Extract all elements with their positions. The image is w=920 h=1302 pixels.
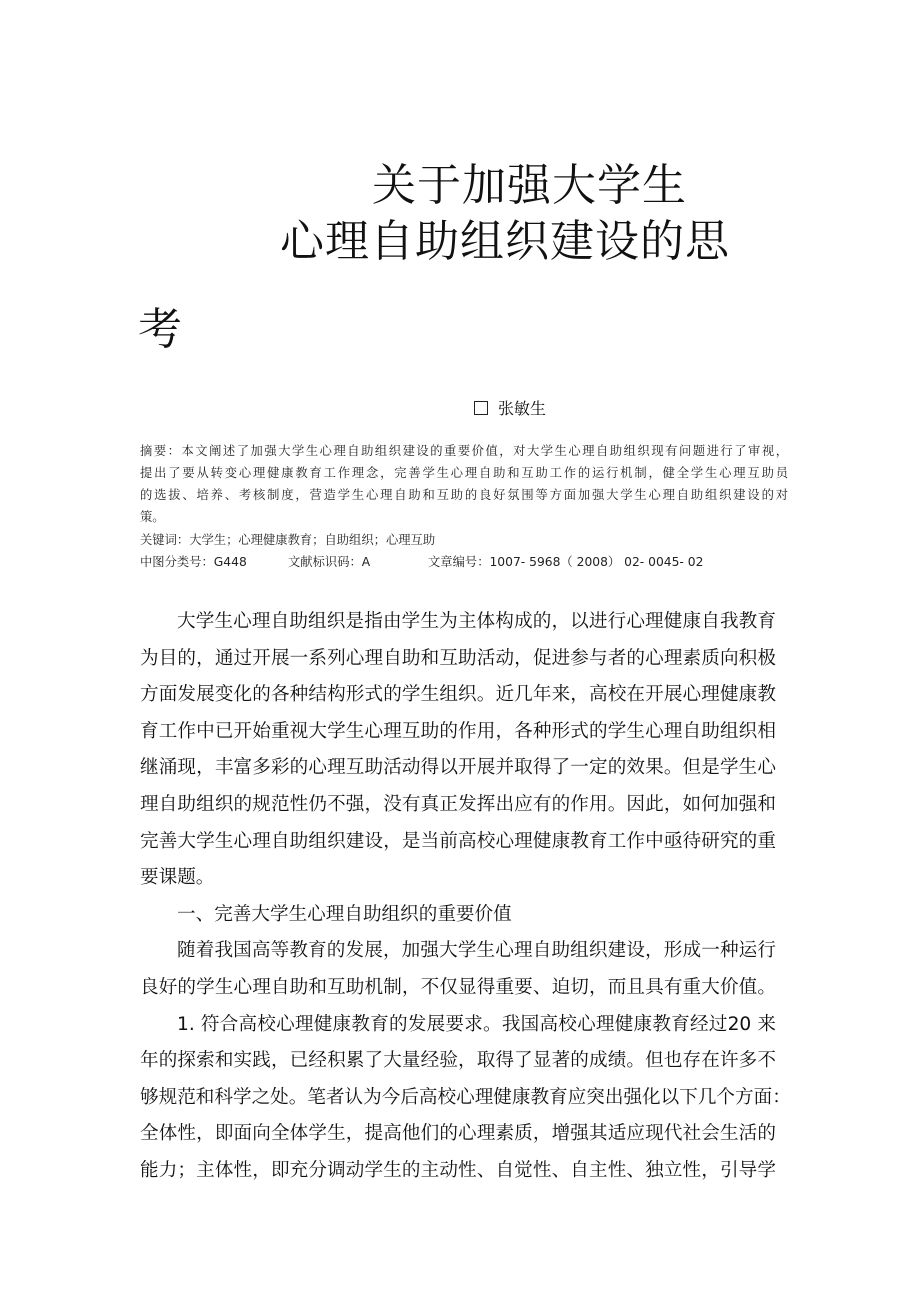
body-line: 能力；主体性，即充分调动学生的主动性、自觉性、自主性、独立性，引导学 [140,1159,776,1181]
abstract [140,440,788,528]
title-line-3: 考 [138,304,183,355]
clc-number: 中图分类号：G448 [140,555,247,569]
body-line: 够规范和科学之处。笔者认为今后高校心理健康教育应突出强化以下几个方面： [140,1086,791,1108]
abstract-line: 摘要：本文阐述了加强大学生心理自助组织建设的重要价值，对大学生心理自助组织现有问题进行了审视， [140,444,788,458]
document-code: 文献标识码：A [288,555,371,569]
body-line: 1. 符合高校心理健康教育的发展要求。我国高校心理健康教育经过20 来 [177,1013,776,1035]
title-line-2: 心理自助组织建设的思 [280,216,730,267]
body-line: 良好的学生心理自助和互助机制，不仅显得重要、迫切，而且具有重大价值。 [140,976,776,998]
section-heading: 一、完善大学生心理自助组织的重要价值 [177,903,512,925]
body-line: 理自助组织的规范性仍不强，没有真正发挥出应有的作用。因此，如何加强和 [140,793,776,815]
body-line: 要课题。 [140,867,215,889]
author-name: 张敏生 [498,399,547,418]
body-line: 方面发展变化的各种结构形式的学生组织。近几年来，高校在开展心理健康教 [140,684,776,706]
body-line: 继涌现，丰富多彩的心理互助活动得以开展并取得了一定的效果。但是学生心 [140,757,776,779]
title-line-1: 关于加强大学生 [372,160,687,211]
body-line: 大学生心理自助组织是指由学生为主体构成的，以进行心理健康自我教育 [177,611,776,632]
body-line: 为目的，通过开展一系列心理自助和互助活动，促进参与者的心理素质向积极 [140,647,776,669]
abstract-line: 策。 [140,510,165,524]
body-line: 年的探索和实践，已经积累了大量经验，取得了显著的成绩。但也存在许多不 [140,1050,776,1072]
body-line: 完善大学生心理自助组织建设，是当前高校心理健康教育工作中亟待研究的重 [140,830,776,852]
checkbox-square-icon [474,401,488,415]
body-line: 随着我国高等教育的发展，加强大学生心理自助组织建设，形成一种运行 [177,940,776,962]
author-byline [474,396,546,419]
keywords: 关键词：大学生；心理健康教育；自助组织；心理互助 [140,533,436,547]
abstract-line: 提出了要从转变心理健康教育工作理念，完善学生心理自助和互助工作的运行机制，健全学生心理互助员 [140,466,788,480]
body-paragraph-1 [140,604,791,1190]
body-line: 全体性，即面向全体学生，提高他们的心理素质，增强其适应现代社会生活的 [140,1123,776,1145]
body-line: 育工作中已开始重视大学生心理互助的作用，各种形式的学生心理自助组织相 [140,720,776,742]
abstract-line: 的选拔、培养、考核制度，营造学生心理自助和互助的良好氛围等方面加强大学生心理自助组织建设的对 [140,488,788,502]
classification-line [140,551,788,573]
article-number: 文章编号：1007- 5968（ 2008） 02- 0045- 02 [428,555,704,569]
